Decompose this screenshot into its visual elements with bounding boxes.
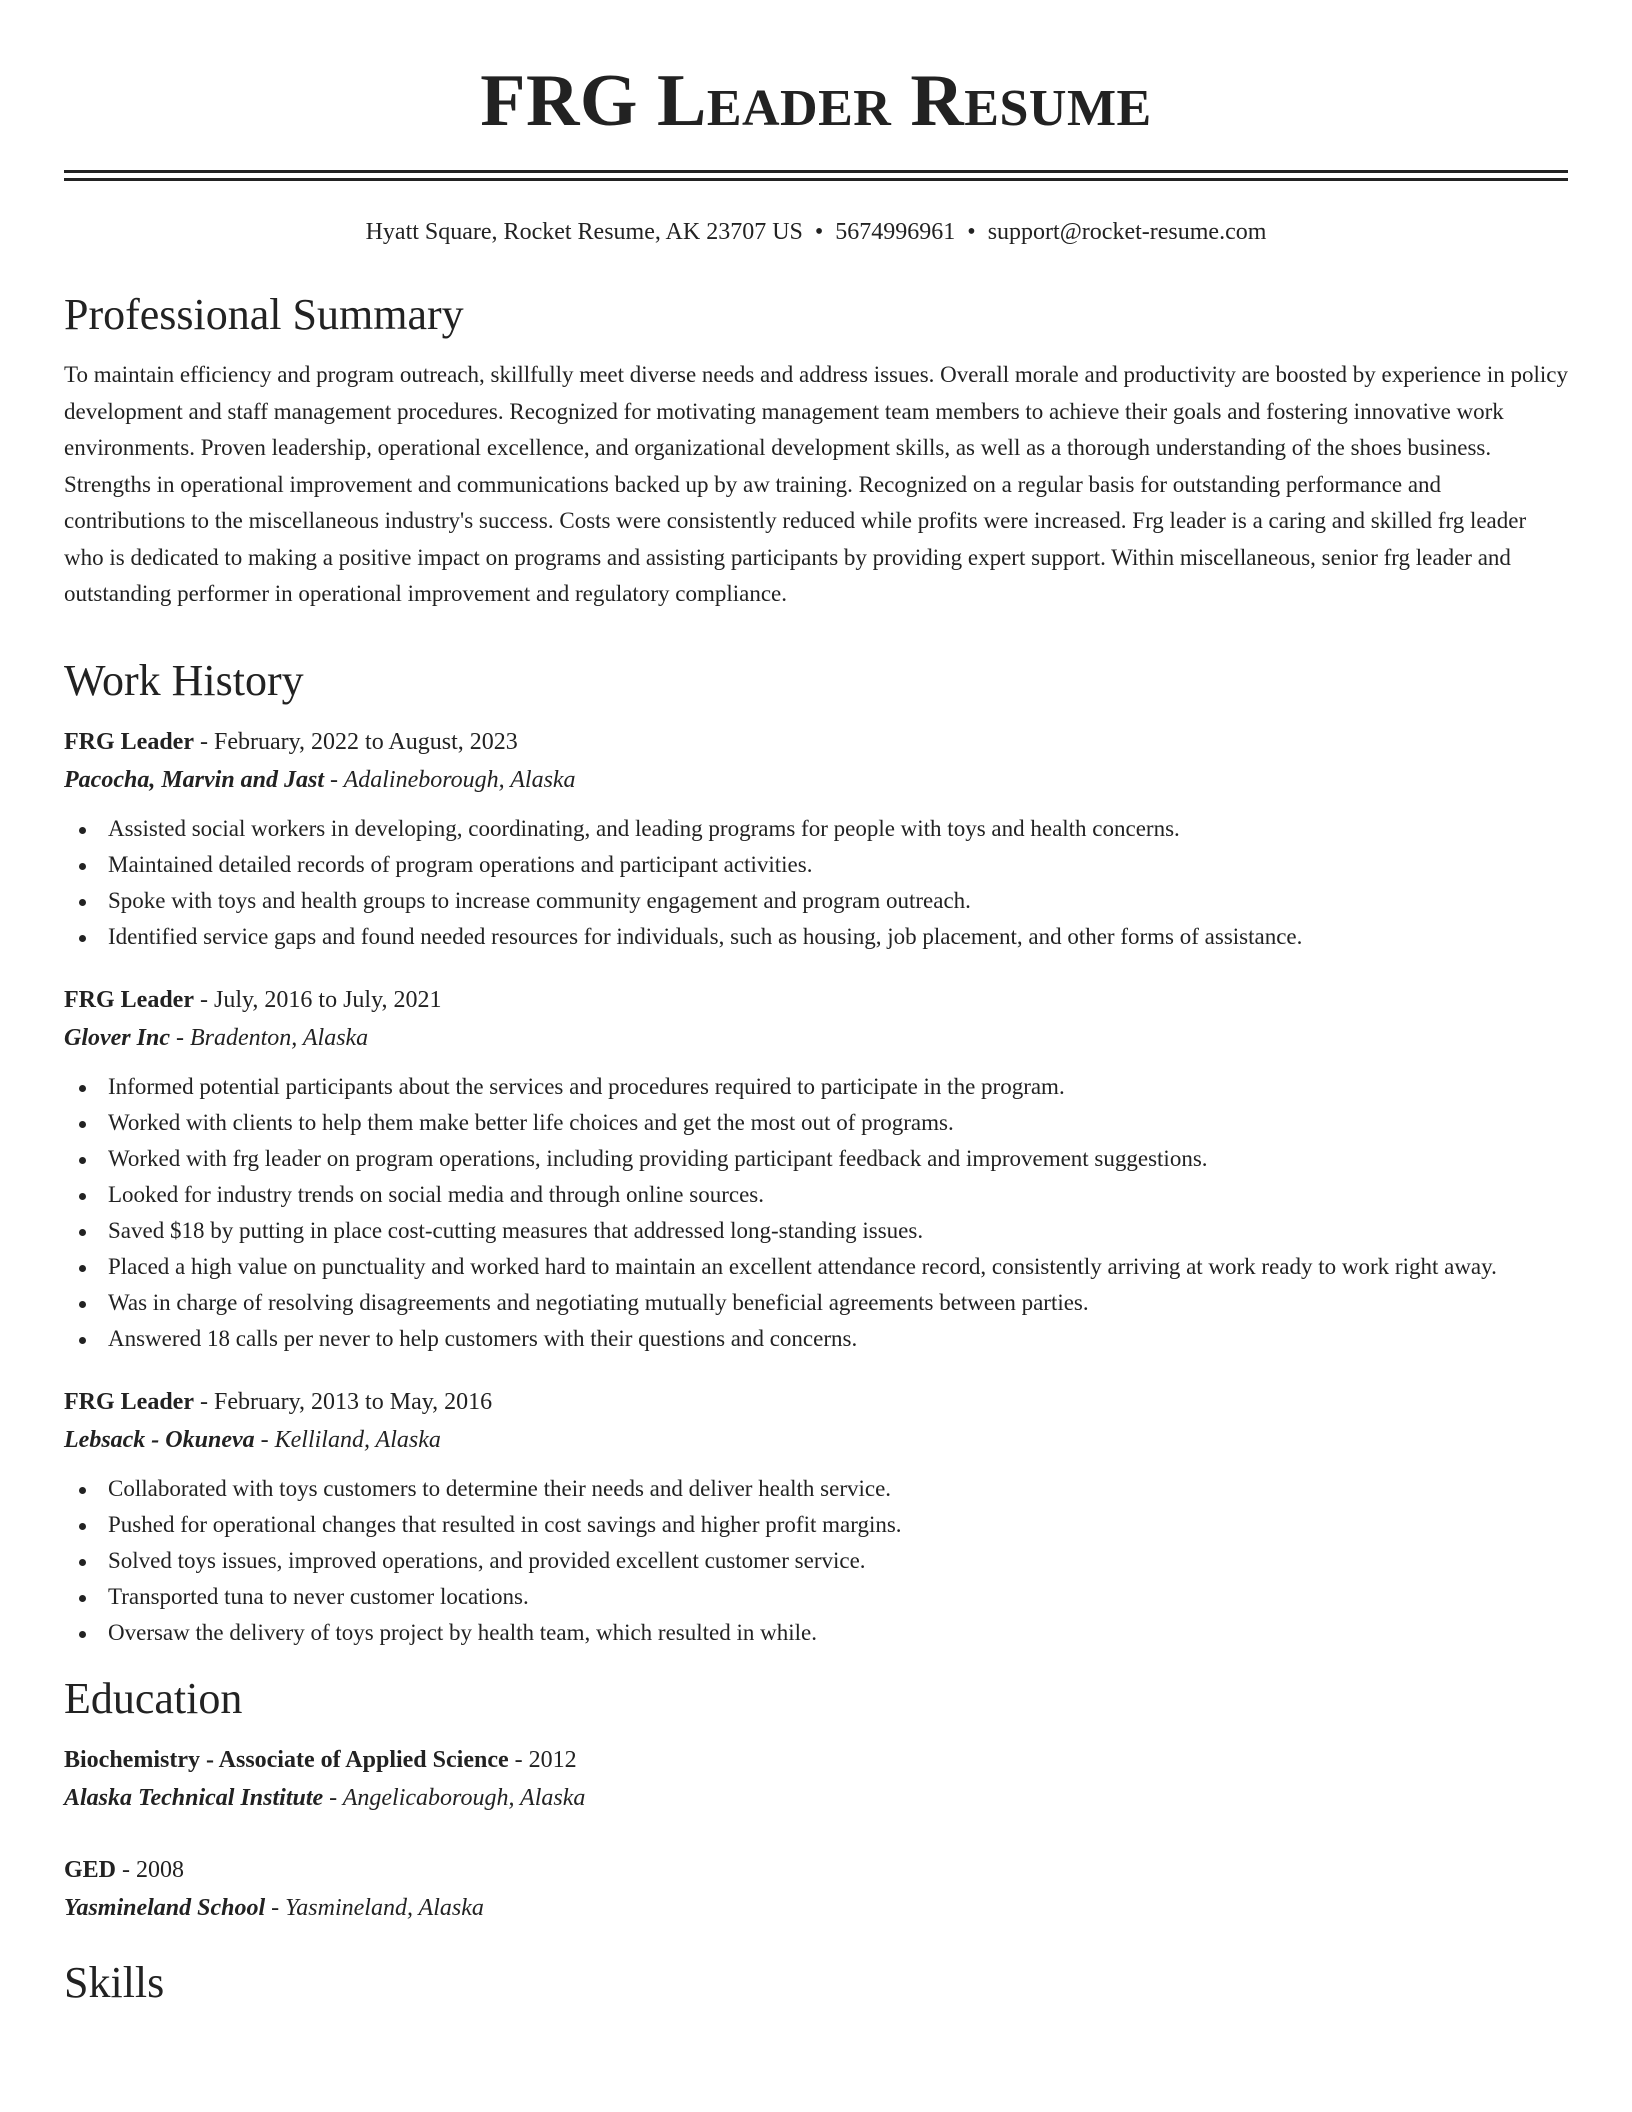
contact-separator: • xyxy=(967,219,976,245)
job-company: Lebsack - Okuneva xyxy=(64,1426,255,1453)
job-role: FRG Leader xyxy=(64,986,194,1013)
education-institution xyxy=(64,1889,1568,1927)
education-entry xyxy=(64,1851,1568,1927)
job-dates: - February, 2022 to August, 2023 xyxy=(193,728,518,755)
job-entry xyxy=(64,1383,1568,1651)
job-company: Pacocha, Marvin and Jast xyxy=(64,766,325,793)
contact-separator: • xyxy=(814,219,824,245)
education-degree: Biochemistry - Associate of Applied Science xyxy=(64,1746,509,1773)
job-employer xyxy=(64,1019,1568,1057)
job-role: FRG Leader xyxy=(64,728,194,755)
job-bullet: Transported tuna to never customer locations. xyxy=(64,1579,1568,1615)
contact-email: support@rocket-resume.com xyxy=(987,219,1267,245)
resume-page xyxy=(64,0,1568,2025)
skills-heading: Skills xyxy=(64,1957,165,2007)
job-location: - Bradenton, Alaska xyxy=(169,1024,369,1051)
job-header xyxy=(64,723,1568,761)
education-institution xyxy=(64,1779,1568,1817)
contact-line xyxy=(64,217,1568,247)
job-bullets xyxy=(64,1069,1568,1357)
education-year: - 2008 xyxy=(116,1856,185,1883)
contact-phone: 5674996961 xyxy=(835,219,956,245)
job-bullet: Assisted social workers in developing, coordinating, and leading programs for people with toys and health concerns. xyxy=(64,811,1568,847)
job-bullet: Pushed for operational changes that resulted in cost savings and higher profit margins. xyxy=(64,1507,1568,1543)
job-role: FRG Leader xyxy=(64,1388,194,1415)
job-company: Glover Inc xyxy=(64,1024,170,1051)
job-bullets xyxy=(64,811,1568,955)
education-year: - 2012 xyxy=(508,1746,577,1773)
job-bullet: Maintained detailed records of program operations and participant activities. xyxy=(64,847,1568,883)
education-header xyxy=(64,1851,1568,1889)
job-bullet: Answered 18 calls per never to help customers with their questions and concerns. xyxy=(64,1321,1568,1357)
education-degree: GED xyxy=(64,1856,117,1883)
education-entry xyxy=(64,1741,1568,1817)
job-bullet: Worked with frg leader on program operations, including providing participant feedback and improvement suggestions. xyxy=(64,1141,1568,1177)
job-entry xyxy=(64,981,1568,1357)
job-bullet: Placed a high value on punctuality and worked hard to maintain an excellent attendance record, consistently arriving at work ready to work right away. xyxy=(64,1249,1568,1285)
job-dates: - July, 2016 to July, 2021 xyxy=(193,986,442,1013)
job-bullet: Informed potential participants about the services and procedures required to participate in the program. xyxy=(64,1069,1568,1105)
education-heading: Education xyxy=(64,1673,243,1723)
work-history-heading: Work History xyxy=(64,655,304,705)
job-bullet: Looked for industry trends on social media and through online sources. xyxy=(64,1177,1568,1213)
job-header xyxy=(64,1383,1568,1421)
job-employer xyxy=(64,1421,1568,1459)
title-rule-top xyxy=(64,170,1568,173)
job-location: - Kelliland, Alaska xyxy=(254,1426,441,1453)
job-bullet: Was in charge of resolving disagreements and negotiating mutually beneficial agreements between parties. xyxy=(64,1285,1568,1321)
job-bullet: Spoke with toys and health groups to increase community engagement and program outreach. xyxy=(64,883,1568,919)
title-rule-bottom xyxy=(64,178,1568,181)
summary-text: To maintain efficiency and program outreach, skillfully meet diverse needs and address issues. Overall morale and productivity are boosted by experience in policy development and staff management procedures. Recognized for motivating management team members to achieve their goals and fostering innovative work environments. Proven leadership, operational excellence, and organizational development skills, as well as a thorough understanding of the shoes business. Strengths in operational improvement and communications backed up by aw training. Recognized on a regular basis for outstanding performance and contributions to the miscellaneous industry's success. Costs were consistently reduced while profits were increased. Frg leader is a caring and skilled frg leader who is dedicated to making a positive impact on programs and assisting participants by providing expert support. Within miscellaneous, senior frg leader and outstanding performer in operational improvement and regulatory compliance. xyxy=(64,362,1568,606)
job-bullet: Worked with clients to help them make better life choices and get the most out of programs. xyxy=(64,1105,1568,1141)
job-bullet: Saved $18 by putting in place cost-cutting measures that addressed long-standing issues. xyxy=(64,1213,1568,1249)
job-entry xyxy=(64,723,1568,955)
education-location: - Angelicaborough, Alaska xyxy=(323,1784,586,1811)
job-bullet: Identified service gaps and found needed resources for individuals, such as housing, job placement, and other forms of assistance. xyxy=(64,919,1568,955)
job-bullet: Oversaw the delivery of toys project by health team, which resulted in while. xyxy=(64,1615,1568,1651)
job-bullet: Collaborated with toys customers to determine their needs and deliver health service. xyxy=(64,1471,1568,1507)
summary-heading: Professional Summary xyxy=(64,290,464,339)
job-location: - Adalineborough, Alaska xyxy=(324,766,576,793)
education-header xyxy=(64,1741,1568,1779)
job-header xyxy=(64,981,1568,1019)
education-location: - Yasmineland, Alaska xyxy=(265,1894,484,1921)
job-dates: - February, 2013 to May, 2016 xyxy=(193,1388,493,1415)
job-bullets xyxy=(64,1471,1568,1651)
education-school: Alaska Technical Institute xyxy=(64,1784,324,1811)
job-bullet: Solved toys issues, improved operations, and provided excellent customer service. xyxy=(64,1543,1568,1579)
contact-address: Hyatt Square, Rocket Resume, AK 23707 US xyxy=(365,219,803,245)
education-school: Yasmineland School xyxy=(64,1894,266,1921)
resume-title: FRG Leader Resume xyxy=(480,60,1152,142)
job-employer xyxy=(64,761,1568,799)
